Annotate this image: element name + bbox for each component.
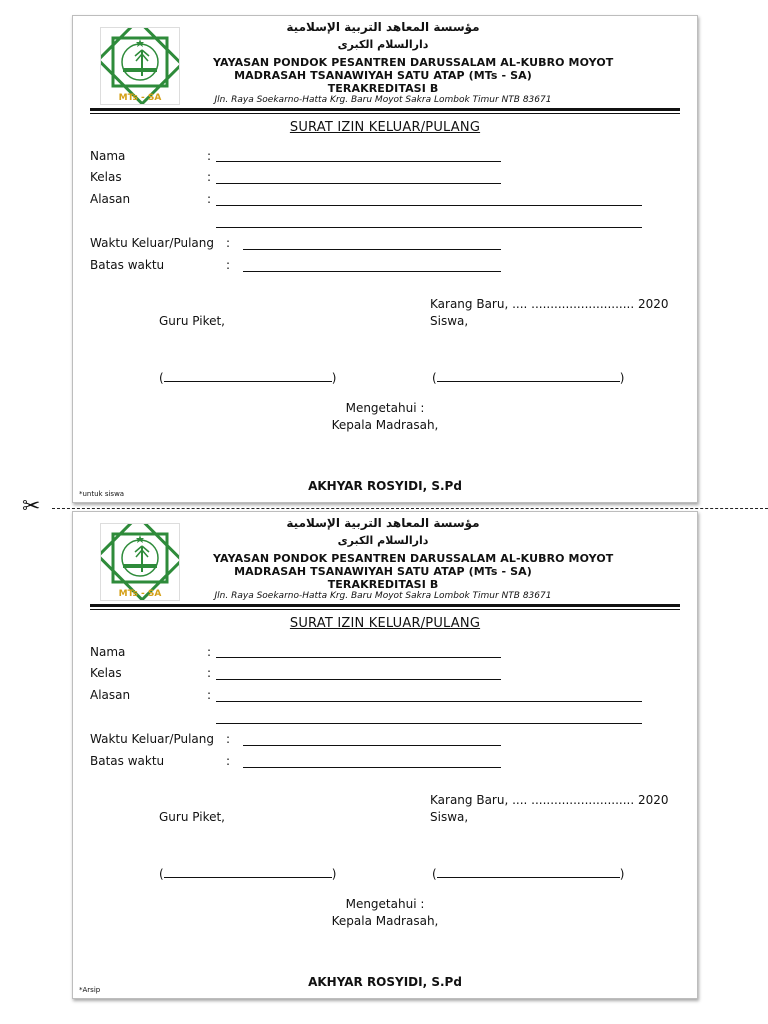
colon: : bbox=[226, 732, 231, 746]
alasan-input-line-1[interactable] bbox=[216, 205, 642, 206]
header-accreditation: TERAKREDITASI B bbox=[327, 82, 439, 95]
paren-close: ) bbox=[619, 867, 625, 881]
waktu-input-line[interactable] bbox=[243, 745, 501, 746]
header-arabic-2: دارالسلام الكبرى bbox=[337, 38, 429, 51]
kepala-label: Kepala Madrasah, bbox=[331, 914, 439, 928]
label-kelas: Kelas bbox=[90, 170, 122, 184]
school-logo bbox=[100, 523, 180, 601]
signature-line bbox=[437, 867, 620, 878]
waktu-input-line[interactable] bbox=[243, 249, 501, 250]
header-rule-thick bbox=[90, 108, 680, 111]
form-title: SURAT IZIN KELUAR/PULANG bbox=[289, 120, 481, 135]
kelas-input-line[interactable] bbox=[216, 679, 501, 680]
paren-close: ) bbox=[331, 867, 337, 881]
guru-signature-field[interactable] bbox=[159, 371, 336, 385]
alasan-input-line-2[interactable] bbox=[216, 723, 642, 724]
paren-open: ( bbox=[432, 867, 437, 881]
colon: : bbox=[207, 688, 212, 702]
cut-line bbox=[52, 508, 768, 509]
header-school: MADRASAH TSANAWIYAH SATU ATAP (MTs - SA) bbox=[234, 565, 532, 578]
batas-input-line[interactable] bbox=[243, 767, 501, 768]
header-foundation: YAYASAN PONDOK PESANTREN DARUSSALAM AL-KUBRO MOYOT bbox=[213, 56, 614, 69]
colon: : bbox=[207, 666, 212, 680]
siswa-signature-field[interactable] bbox=[432, 371, 624, 385]
paren-close: ) bbox=[619, 371, 625, 385]
paren-open: ( bbox=[159, 867, 164, 881]
colon: : bbox=[207, 170, 212, 184]
nama-input-line[interactable] bbox=[216, 657, 501, 658]
kepala-label: Kepala Madrasah, bbox=[331, 418, 439, 432]
paren-open: ( bbox=[432, 371, 437, 385]
signature-line bbox=[164, 371, 332, 382]
siswa-signature-field[interactable] bbox=[432, 867, 624, 881]
header-arabic-2: دارالسلام الكبرى bbox=[337, 534, 429, 547]
place-date: Karang Baru, .... ........................... 2020 bbox=[430, 793, 669, 807]
place-date: Karang Baru, .... ........................... 2020 bbox=[430, 297, 669, 311]
header-address: Jln. Raya Soekarno-Hatta Krg. Baru Moyot Sakra Lombok Timur NTB 83671 bbox=[214, 591, 552, 601]
header-arabic-1: مؤسسة المعاهد التربية الإسلامية bbox=[286, 516, 480, 530]
signature-line bbox=[164, 867, 332, 878]
label-alasan: Alasan bbox=[90, 192, 131, 206]
copy-note: *untuk siswa bbox=[79, 490, 125, 498]
logo-emblem-icon bbox=[101, 524, 179, 600]
colon: : bbox=[226, 236, 231, 250]
header-accreditation: TERAKREDITASI B bbox=[327, 578, 439, 591]
principal-name: AKHYAR ROSYIDI, S.Pd bbox=[308, 975, 462, 989]
label-nama: Nama bbox=[90, 645, 126, 659]
guru-signature-field[interactable] bbox=[159, 867, 336, 881]
label-nama: Nama bbox=[90, 149, 126, 163]
label-kelas: Kelas bbox=[90, 666, 122, 680]
siswa-label: Siswa, bbox=[430, 314, 469, 328]
school-logo bbox=[100, 27, 180, 105]
kelas-input-line[interactable] bbox=[216, 183, 501, 184]
scissors-icon: ✂ bbox=[22, 494, 41, 519]
colon: : bbox=[207, 149, 212, 163]
permit-form-student-copy bbox=[72, 15, 698, 503]
nama-input-line[interactable] bbox=[216, 161, 501, 162]
alasan-input-line-1[interactable] bbox=[216, 701, 642, 702]
guru-piket-label: Guru Piket, bbox=[159, 314, 225, 328]
batas-input-line[interactable] bbox=[243, 271, 501, 272]
mengetahui-label: Mengetahui : bbox=[345, 401, 425, 415]
signature-line bbox=[437, 371, 620, 382]
paren-open: ( bbox=[159, 371, 164, 385]
label-waktu: Waktu Keluar/Pulang bbox=[90, 236, 214, 250]
logo-text: MTs - SA bbox=[118, 93, 162, 103]
siswa-label: Siswa, bbox=[430, 810, 469, 824]
header-address: Jln. Raya Soekarno-Hatta Krg. Baru Moyot Sakra Lombok Timur NTB 83671 bbox=[214, 95, 552, 105]
paren-close: ) bbox=[331, 371, 337, 385]
label-alasan: Alasan bbox=[90, 688, 131, 702]
alasan-input-line-2[interactable] bbox=[216, 227, 642, 228]
colon: : bbox=[207, 192, 212, 206]
permit-form-archive-copy bbox=[72, 511, 698, 999]
principal-name: AKHYAR ROSYIDI, S.Pd bbox=[308, 479, 462, 493]
logo-text: MTs - SA bbox=[118, 589, 162, 599]
colon: : bbox=[226, 754, 231, 768]
header-foundation: YAYASAN PONDOK PESANTREN DARUSSALAM AL-KUBRO MOYOT bbox=[213, 552, 614, 565]
header-arabic-1: مؤسسة المعاهد التربية الإسلامية bbox=[286, 20, 480, 34]
colon: : bbox=[207, 645, 212, 659]
mengetahui-label: Mengetahui : bbox=[345, 897, 425, 911]
logo-emblem-icon bbox=[101, 28, 179, 104]
header-rule-thin bbox=[90, 113, 680, 114]
header-rule-thick bbox=[90, 604, 680, 607]
colon: : bbox=[226, 258, 231, 272]
copy-note: *Arsip bbox=[79, 986, 101, 994]
header-rule-thin bbox=[90, 609, 680, 610]
label-batas: Batas waktu bbox=[90, 754, 165, 768]
form-title: SURAT IZIN KELUAR/PULANG bbox=[289, 616, 481, 631]
label-batas: Batas waktu bbox=[90, 258, 165, 272]
header-school: MADRASAH TSANAWIYAH SATU ATAP (MTs - SA) bbox=[234, 69, 532, 82]
guru-piket-label: Guru Piket, bbox=[159, 810, 225, 824]
label-waktu: Waktu Keluar/Pulang bbox=[90, 732, 214, 746]
